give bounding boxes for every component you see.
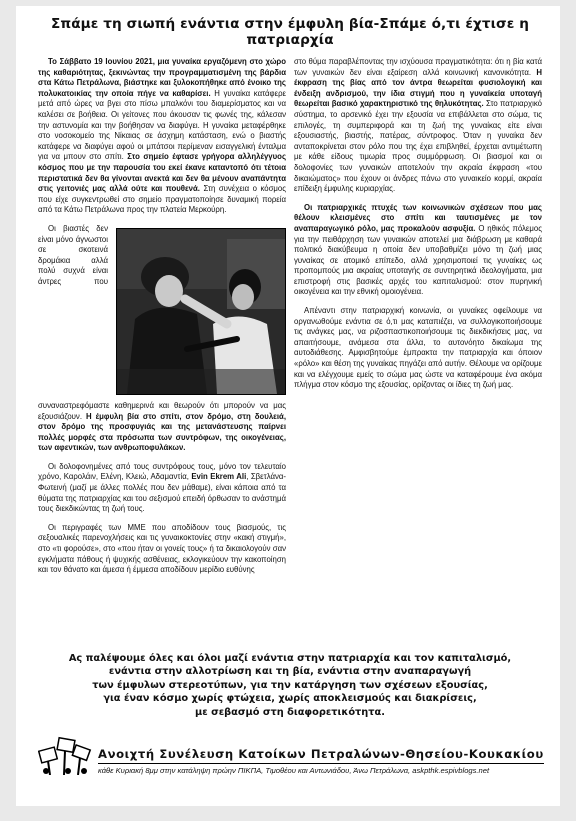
assembly-logo-icon	[38, 731, 92, 775]
right-column	[294, 57, 542, 640]
closing-line: των έμφυλων στερεοτύπων, για την κατάργηση των σχέσεων εξουσίας,	[92, 679, 488, 691]
closing-line: με σεβασμό στη διαφορετικότητα.	[195, 706, 385, 718]
left-column	[38, 57, 286, 640]
article-columns	[38, 57, 542, 640]
victims-rest-text: , Σβετλάνα-Φωτεινή (μαζί με άλλες πολλές που δεν μάθαμε), είναι κάποια από τα θύματα της πατριαρχίας και του σεξισμού επειδή όρθωσαν το ανάστημά τους διεκδικώντας τη ζωή τους.	[38, 472, 286, 514]
left-paragraph-4	[38, 523, 286, 576]
victim-name: Evin Ekrem Ali	[191, 472, 247, 482]
masculinity-text: Η έκφραση της βίας από τον άντρα θεωρείται φυσιολογική και ένδειξη ανδρισμού, την ίδια στιγμή που η γυναίκεία υποταγή θεωρείται βασικό χαρακτηριστικό της θηλυκότητας.	[294, 67, 542, 109]
incident-text: Η γυναίκα κατάφερε μετά από ώρες να βγει στο πίσω μπαλκόνι του διαμερίσματος και να καλέσει σε βοήθεια. Οι γείτονες που άκουσαν τις φωνές της, κάλεσαν την αστυνομία και την βοήθησαν να διαφύγει. Η γυναίκα μεταφέρθηκε στο νοσοκομείο της Νίκαιας σε άσχημη κατάσταση, ενώ ο βιαστής κατάφερε να διαφύγει αφού οι μπάτσοι περίμεναν εισαγγελική ένταλμα για να μπουν στο σπίτι.	[38, 88, 286, 162]
meeting-info: κάθε Κυριακή 8μμ στην κατάληψη πρώην ΠΙΚΠΑ, Τιμοθέου και Αντωνιάδου, Άνω Πετράλωνα, askpthk.espivblogs.net	[98, 766, 490, 776]
right-paragraph-3	[294, 306, 542, 391]
organize-text: Απέναντι στην πατριαρχική κοινωνία, οι γυναίκες οφείλουμε να οργανωθούμε ενάντια σε ό,τι μας καταπιέζει, να συλλογικοποιήσουμε τις ανάγκες μας, να ριζοσπαστικοποιήσουμε τις διεκδικήσεις μας, να απαιτήσουμε, ανάμεσα στα άλλα, το αυτονόητο δικαίωμα της αυτοδιάθεσης. Αμφισβητούμε έμπρακτα την πατριαρχία και όποιον «ρόλο» και θέση της γυναίκας πηγάζει από αυτήν. Θέλουμε να ορίζουμε και να ελέγχουμε εμείς το σώμα μας ώστε να καταφέρουμε ένα ακόμα πλήγμα στον κόσμο της εξουσίας, ορίζοντας οι ίδιες τη ζωή μας.	[294, 306, 542, 390]
right-paragraph-1	[294, 57, 542, 195]
patriarchy-text: Στο πατριαρχικό σύστημα, το αρσενικό έχει την εξουσία να επιβάλλεται στο σώμα, τις επιλογές, τη συμπεριφορά και τη ζωή της γυναίκας είτε είναι εξουσιαστής, βιαστής, πατέρας, σύντροφος. Όταν η γυναίκα δεν ανταποκρίνεται στον ρόλο που της έχει επιβληθεί, έρχεται αντιμέτωπη με κάθε είδους τιμωρία προς συμμόρφωση. Οι βιασμοί και οι δολοφονίες των γυναικών αποτελούν την ακραία έκφραση «του δικαιώματος» που έχουν οι άνδρες πάνω στο γυναικείο κορμί, ακραία επίδειξη έμφυλης κυριαρχίας.	[294, 99, 542, 194]
incident-lead: Το Σάββατο 19 Ιουνίου 2021, μια γυναίκα εργαζόμενη στο χώρο της καθαριότητας, ξεκινώντας την προγραμματισμένη της βάρδια στα Κάτω Πετράλωνα, βιάστηκε και ξυλοκοπήθηκε από ένοικο της πολυκατοικίας την οποία πήγε να καθαρίσει.	[38, 57, 286, 98]
rapists-text: Οι βιαστές δεν είναι μόνο άγνωστοι σε σκοτεινά δρομάκια αλλά πολύ συχνά είναι άντρες που συναναστρεφόμαστε καθημερινά και θεωρούν ότι μπορούν να μας εξουσιάζουν.	[38, 223, 286, 421]
moral-war-text: Ο ηθικός πόλεμος για την πειθάρχηση των γυναικών αποτελεί μια διάβρωση με καθαρά πολιτικό διακύβευμα η οποία δεν υποβαθμίζει μόνο τη ζωή μιας γυναίκας σε ατομικό επίπεδο, αλλά χρησιμοποιεί τις γυναίκες ως προπομπούς μια ακραίας υποταγής σε συντηρητικά ιδεολογήματα, μια επιστροφή στις βασικές αρχές του καπιταλισμού: στον πυρηνική οικογένεια και την εθνική ομοιογένεια.	[294, 223, 542, 297]
footer	[38, 731, 542, 775]
solidarity-text: Στο σημείο έφτασε γρήγορα αλληλέγγυος κόσμος που με την παρουσία του εκεί έκανε καταντοπό ότι τέτοια περιστατικά δεν θα γίνονται ανεκτά και δεν θα μένουν αναπάντητα στις γειτονιές μας αλλά ούτε και πουθενά.	[38, 152, 286, 194]
protest-photo-icon	[117, 229, 285, 394]
right-paragraph-2	[294, 203, 542, 298]
closing-line: για έναν κόσμο χωρίς φτώχεια, χωρίς αποκλεισμούς και διακρίσεις,	[103, 693, 477, 705]
closing-line: Ας παλέψουμε όλες και όλοι μαζί ενάντια στην πατριαρχία και τον καπιταλισμό,	[68, 653, 512, 664]
footer-divider	[98, 763, 544, 764]
media-text: Οι περιγραφές των ΜΜΕ που αποδίδουν τους βιασμούς, τις σεξουαλικές παρενοχλήσεις και τις γυναικοκτονίες στην «κακή στιγμή», στο «τι φορούσε», στο «που ήταν οι γονείς τους» ή τα δικαιολογούν σαν εγκλήματα πάθους ή ψυχικής ασθένειας, εκλογικεύουν την κακοποίηση και τον θάνατο και άμεσα ή έμμεσα αποδίδουν μερίδιο ευθύνης	[38, 522, 286, 575]
closing-line: ενάντια στην αλλοτρίωση και τη βία, ενάντια στην αναπαραγωγή	[108, 666, 472, 678]
left-paragraph-3	[38, 462, 286, 515]
victims-text: Οι δολοφονημένες από τους συντρόφους τους, μόνο τον τελευταίο χρόνο, Καρολάιν, Ελένη, Κλειώ, Αδαμαντία,	[38, 461, 286, 482]
left-paragraph-1	[38, 57, 286, 216]
closing-statement	[38, 652, 542, 719]
march-text: Στη συνέχεια ο κόσμος που είχε συγκεντρωθεί στο σημείο πραγματοποίησε δυναμική πορεία από τα Κάτω Πετράλωνα προς την πλατεία Μερκούρη.	[38, 184, 286, 215]
protest-photo	[116, 228, 286, 395]
reality-text: στο θύμα παραβλέποντας την ισχύουσα πραγματικότητα: ότι η βία κατά των γυναικών δεν είναι εξαίρεση αλλά κοινωνική κανονικότητα.	[294, 57, 542, 77]
gender-violence-text: Η έμφυλη βία στο σπίτι, στον δρόμο, στη δουλειά, στον δρόμο της προσφυγιάς και της μετανάστευσης παίρνει πολλές μορφές στα πρόσωπα των συντρόφων, της οικογένειας, των αφεντικών, των ανθρωποφυλάκων.	[38, 411, 286, 453]
social-aspects-text: Οι πατριαρχικές πτυχές των κοινωνικών σχέσεων που μας θέλουν κλεισμένες στο σπίτι και ταυτισμένες με τον αναπαραγωγικό ρόλο, μας προκαλούν ασφυξία.	[294, 202, 542, 233]
footer-text	[98, 747, 544, 775]
assembly-name: Ανοιχτή Συνέλευση Κατοίκων Πετραλώνων-Θησείου-Κουκακίου	[98, 747, 544, 762]
page-title: Σπάμε τη σιωπή ενάντια στην έμφυλη βία-Σπάμε ό,τι έχτισε η πατριαρχία	[51, 16, 529, 48]
flyer-page	[16, 6, 560, 806]
